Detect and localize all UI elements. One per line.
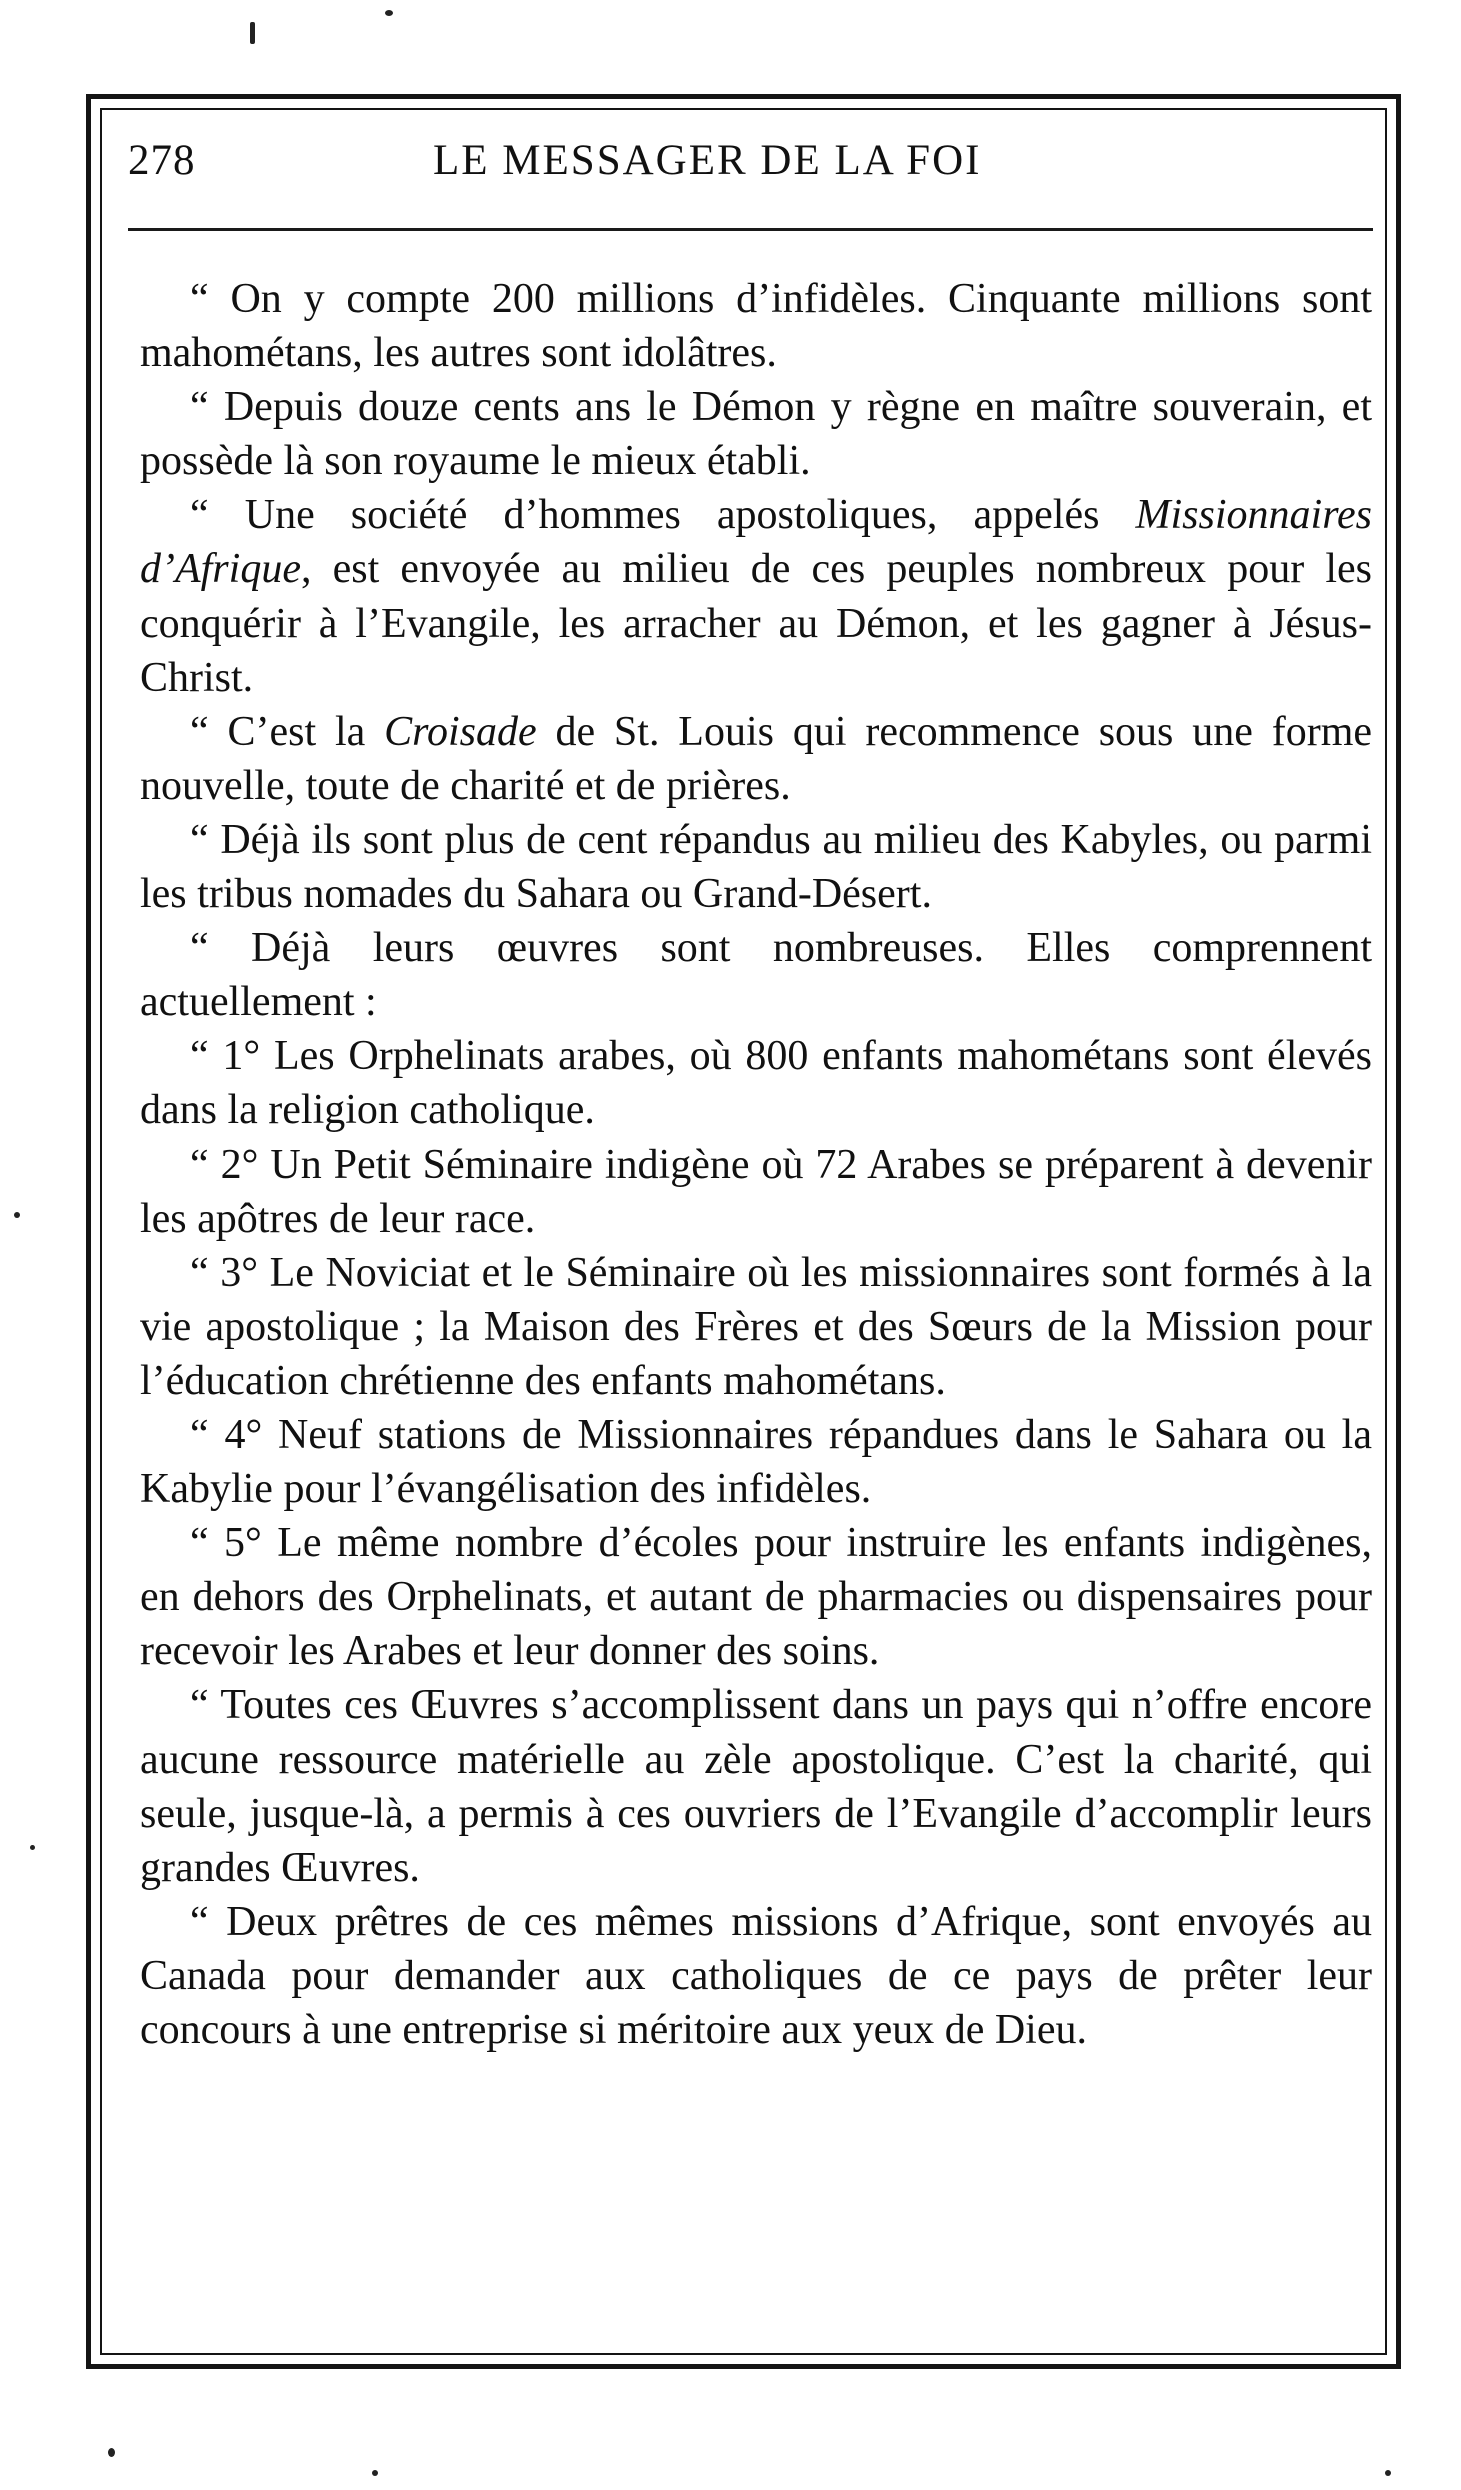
running-title: LE MESSAGER DE LA FOI <box>433 137 982 184</box>
paragraph: “ 1° Les Orphelinats arabes, où 800 enfants mahométans sont élevés dans la religion catholique. <box>140 1033 1372 1134</box>
paragraph-text: de St. Louis qui recommence sous une forme nouvelle, toute de charité et de prières. <box>140 708 1373 809</box>
paragraph: “ Depuis douze cents ans le Démon y règne en maître souverain, et possède là son royaume le mieux établi. <box>140 384 1372 485</box>
print-speck <box>30 1845 35 1850</box>
paragraph: “ 4° Neuf stations de Missionnaires répandues dans le Sahara ou la Kabylie pour l’évangélisation des infidèles. <box>140 1411 1372 1513</box>
page-header <box>128 128 1368 198</box>
paragraph <box>140 705 1372 813</box>
paragraph: “ Toutes ces Œuvres s’accomplissent dans un pays qui n’offre encore aucune ressource matérielle au zèle apostolique. C’est la charité, qui seule, jusque-là, a permis à ces ouvriers de l’Evangile d’accomplir leurs grandes Œuvres. <box>140 1682 1372 1891</box>
paragraph: “ Déjà ils sont plus de cent répandus au milieu des Kabyles, ou parmi les tribus nomades du Sahara ou Grand-Désert. <box>140 816 1372 918</box>
paragraph: “ On y compte 200 millions d’infidèles. Cinquante millions sont mahométans, les autres sont idolâtres. <box>140 276 1372 377</box>
emphasized-text: Missionnaires d’Afrique <box>140 492 1372 593</box>
paragraph: “ Déjà leurs œuvres sont nombreuses. Elles comprennent actuellement : <box>140 925 1372 1026</box>
paragraph: “ 5° Le même nombre d’écoles pour instruire les enfants indigènes, en dehors des Orphelinats, et autant de pharmacies ou dispensaires pour recevoir les Arabes et leur donner des soins. <box>140 1520 1372 1675</box>
paragraph: “ 3° Le Noviciat et le Séminaire où les missionnaires sont formés à la vie apostolique ; la Maison des Frères et des Sœurs de la Mission pour l’éducation chrétienne des enfants mahométans. <box>140 1249 1372 1404</box>
header-rule <box>128 228 1373 231</box>
emphasized-text: Croisade <box>384 708 537 755</box>
print-speck <box>14 1212 20 1218</box>
print-speck <box>250 22 255 44</box>
paragraph: “ Deux prêtres de ces mêmes missions d’Afrique, sont envoyés au Canada pour demander aux catholiques de ce pays de prêter leur concours à une entreprise si méritoire aux yeux de Dieu. <box>140 1898 1372 2053</box>
paragraph-text: “ Une société d’hommes apostoliques, appelés <box>190 492 1136 539</box>
print-speck <box>372 2470 378 2476</box>
print-speck <box>1385 2470 1391 2476</box>
paragraph: “ 2° Un Petit Séminaire indigène où 72 Arabes se préparent à devenir les apôtres de leur race. <box>140 1141 1372 1242</box>
page-number: 278 <box>128 137 196 184</box>
print-speck <box>108 2448 115 2457</box>
paragraph <box>140 488 1372 704</box>
paragraph-text: , est envoyée au milieu de ces peuples nombreux pour les conquérir à l’Evangile, les arracher au Démon, et les gagner à Jésus-Christ. <box>140 546 1372 701</box>
print-speck <box>385 10 393 16</box>
paragraph-text: “ C’est la <box>190 708 385 755</box>
body-text <box>140 272 1372 2057</box>
